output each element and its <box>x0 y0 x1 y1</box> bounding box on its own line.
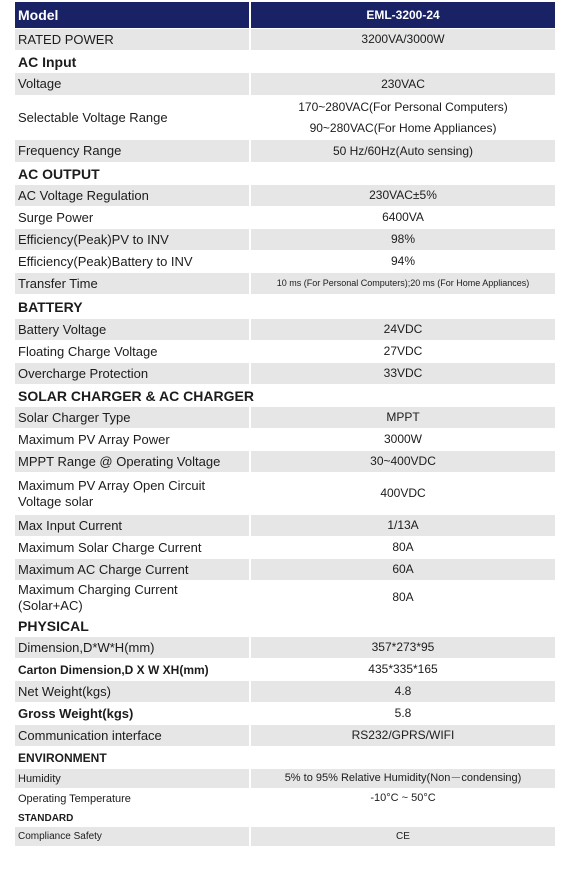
max-charging-label-line-1: Maximum Charging Current <box>18 581 178 597</box>
max-charging-label <box>15 581 249 614</box>
overcharge-value: 33VDC <box>249 363 555 384</box>
gross-weight-value: 5.8 <box>249 703 555 724</box>
eff-pv-label: Efficiency(Peak)PV to INV <box>18 231 169 247</box>
mppt-range-label: MPPT Range @ Operating Voltage <box>18 453 221 469</box>
battery-voltage-row <box>15 319 555 341</box>
rated-power-value: 3200VA/3000W <box>249 29 555 50</box>
rated-power-row <box>15 29 555 51</box>
temperature-row <box>15 789 555 809</box>
selectable-range-value-2: 90~280VAC(For Home Appliances) <box>309 120 497 135</box>
floating-row <box>15 341 555 363</box>
surge-row <box>15 207 555 229</box>
section-title-physical: PHYSICAL <box>15 615 555 637</box>
eff-batt-row <box>15 251 555 273</box>
section-title-battery: BATTERY <box>15 295 555 319</box>
charger-type-value: MPPT <box>249 407 555 428</box>
mppt-range-row <box>15 451 555 473</box>
ac-input-voltage-value: 230VAC <box>249 73 555 95</box>
comm-row <box>15 725 555 747</box>
max-input-row <box>15 515 555 537</box>
regulation-value: 230VAC±5% <box>249 185 555 206</box>
section-title-standard: STANDARD <box>15 809 555 827</box>
selectable-range-value <box>249 96 555 139</box>
carton-row <box>15 659 555 681</box>
eff-batt-value: 94% <box>249 251 555 272</box>
eff-batt-label: Efficiency(Peak)Battery to INV <box>18 253 193 269</box>
model-value: EML-3200-24 <box>249 2 555 28</box>
humidity-label: Humidity <box>18 772 61 785</box>
section-title-environment: ENVIRONMENT <box>15 747 555 769</box>
frequency-value: 50 Hz/60Hz(Auto sensing) <box>249 140 555 162</box>
transfer-value: 10 ms (For Personal Computers);20 ms (For Home Appliances) <box>249 273 555 294</box>
selectable-range-value-1: 170~280VAC(For Personal Computers) <box>298 99 508 114</box>
charger-type-label: Solar Charger Type <box>18 409 131 425</box>
dimension-label: Dimension,D*W*H(mm) <box>18 639 155 655</box>
section-title-ac-input: AC Input <box>15 51 555 73</box>
ac-input-voltage-row <box>15 73 555 96</box>
humidity-row <box>15 769 555 789</box>
gross-weight-label: Gross Weight(kgs) <box>18 705 134 721</box>
comm-value: RS232/GPRS/WIFI <box>249 725 555 746</box>
temperature-label: Operating Temperature <box>18 792 131 805</box>
ac-current-row <box>15 559 555 581</box>
selectable-range-label: Selectable Voltage Range <box>18 109 168 125</box>
carton-value: 435*335*165 <box>249 659 555 680</box>
ac-input-voltage-label: Voltage <box>18 76 62 91</box>
max-input-label: Max Input Current <box>18 517 123 533</box>
section-title-charger: SOLAR CHARGER & AC CHARGER <box>15 385 555 407</box>
transfer-label: Transfer Time <box>18 275 98 291</box>
frequency-row <box>15 140 555 163</box>
solar-current-row <box>15 537 555 559</box>
ac-current-label: Maximum AC Charge Current <box>18 561 189 577</box>
net-weight-row <box>15 681 555 703</box>
open-circuit-value: 400VDC <box>249 473 555 514</box>
net-weight-value: 4.8 <box>249 681 555 702</box>
max-input-value: 1/13A <box>249 515 555 536</box>
solar-current-label: Maximum Solar Charge Current <box>18 539 202 555</box>
floating-value: 27VDC <box>249 341 555 362</box>
open-circuit-label-line-1: Maximum PV Array Open Circuit <box>18 477 206 493</box>
model-header-row <box>15 2 555 29</box>
open-circuit-label-line-2: Voltage solar <box>18 493 94 509</box>
frequency-label: Frequency Range <box>18 143 122 158</box>
floating-label: Floating Charge Voltage <box>18 343 158 359</box>
transfer-row <box>15 273 555 295</box>
surge-value: 6400VA <box>249 207 555 228</box>
selectable-range-row <box>15 96 555 140</box>
net-weight-label: Net Weight(kgs) <box>18 683 111 699</box>
dimension-row <box>15 637 555 659</box>
humidity-value: 5% to 95% Relative Humidity(Non－condensing) <box>249 769 555 788</box>
compliance-value: CE <box>249 827 555 846</box>
section-title-ac-output: AC OUTPUT <box>15 163 555 185</box>
max-pv-row <box>15 429 555 451</box>
open-circuit-row <box>15 473 555 515</box>
compliance-label: Compliance Safety <box>18 830 102 842</box>
open-circuit-label <box>15 473 249 514</box>
rated-power-label: RATED POWER <box>18 31 114 47</box>
mppt-range-value: 30~400VDC <box>249 451 555 472</box>
eff-pv-value: 98% <box>249 229 555 250</box>
compliance-row <box>15 827 555 847</box>
max-pv-label: Maximum PV Array Power <box>18 431 170 447</box>
regulation-label: AC Voltage Regulation <box>18 187 149 203</box>
surge-label: Surge Power <box>18 209 94 225</box>
regulation-row <box>15 185 555 207</box>
model-label: Model <box>18 7 59 23</box>
overcharge-label: Overcharge Protection <box>18 365 149 381</box>
eff-pv-row <box>15 229 555 251</box>
comm-label: Communication interface <box>18 727 162 743</box>
gross-weight-row <box>15 703 555 725</box>
max-charging-row <box>15 581 555 615</box>
dimension-value: 357*273*95 <box>249 637 555 658</box>
max-charging-label-line-2: (Solar+AC) <box>18 597 83 613</box>
charger-type-row <box>15 407 555 429</box>
battery-voltage-value: 24VDC <box>249 319 555 340</box>
spec-table <box>15 2 555 847</box>
max-charging-value: 80A <box>249 581 555 614</box>
battery-voltage-label: Battery Voltage <box>18 321 107 337</box>
max-pv-value: 3000W <box>249 429 555 450</box>
ac-current-value: 60A <box>249 559 555 580</box>
overcharge-row <box>15 363 555 385</box>
carton-label: Carton Dimension,D X W XH(mm) <box>18 662 209 677</box>
solar-current-value: 80A <box>249 537 555 558</box>
temperature-value: -10°C ~ 50°C <box>249 789 555 808</box>
